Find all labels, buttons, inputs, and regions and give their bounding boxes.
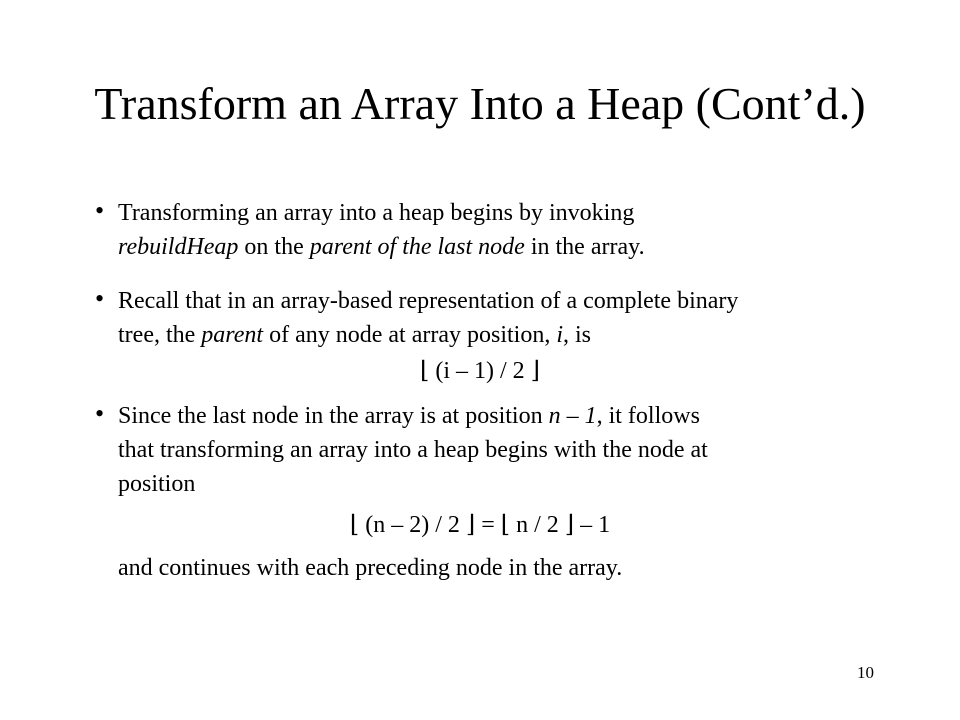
text-segment: on the [238, 234, 310, 260]
text-segment: Since the last node in the array is at position [118, 403, 549, 429]
bullet-1-line-1: Transforming an array into a heap begins by invoking [118, 200, 635, 226]
text-segment: , is [563, 322, 592, 348]
bullet-marker: • [95, 196, 105, 225]
start-node-formula: ⌊ (n – 2) / 2 ⌋ = ⌊ n / 2 ⌋ – 1 [349, 512, 611, 538]
bullet-2-line-1: Recall that in an array-based representation of a complete binary [118, 288, 739, 314]
bullet-1-line-2 [118, 230, 645, 264]
emphasis-text: parent of the last node [309, 234, 525, 260]
bullet-2-line-2 [118, 318, 591, 352]
method-name: rebuildHeap [118, 234, 239, 260]
bullet-marker: • [95, 399, 105, 428]
slide-title: Transform an Array Into a Heap (Cont’d.) [94, 78, 866, 129]
closing-line: and continues with each preceding node in the array. [118, 555, 623, 581]
text-segment: in the array. [524, 234, 645, 260]
text-segment: tree, the [118, 322, 202, 348]
variable-i: i [556, 322, 563, 348]
page-number: 10 [857, 663, 874, 682]
variable-n-minus-1: n – 1 [548, 403, 597, 429]
text-segment: , it follows [596, 403, 700, 429]
bullet-3-line-3: position [118, 471, 196, 497]
bullet-marker: • [95, 284, 105, 313]
emphasis-text: parent [201, 322, 264, 348]
bullet-3-line-1 [118, 399, 700, 433]
parent-formula: ⌊ (i – 1) / 2 ⌋ [419, 358, 541, 384]
text-segment: of any node at array position, [263, 322, 557, 348]
bullet-3-line-2: that transforming an array into a heap begins with the node at [118, 437, 708, 463]
